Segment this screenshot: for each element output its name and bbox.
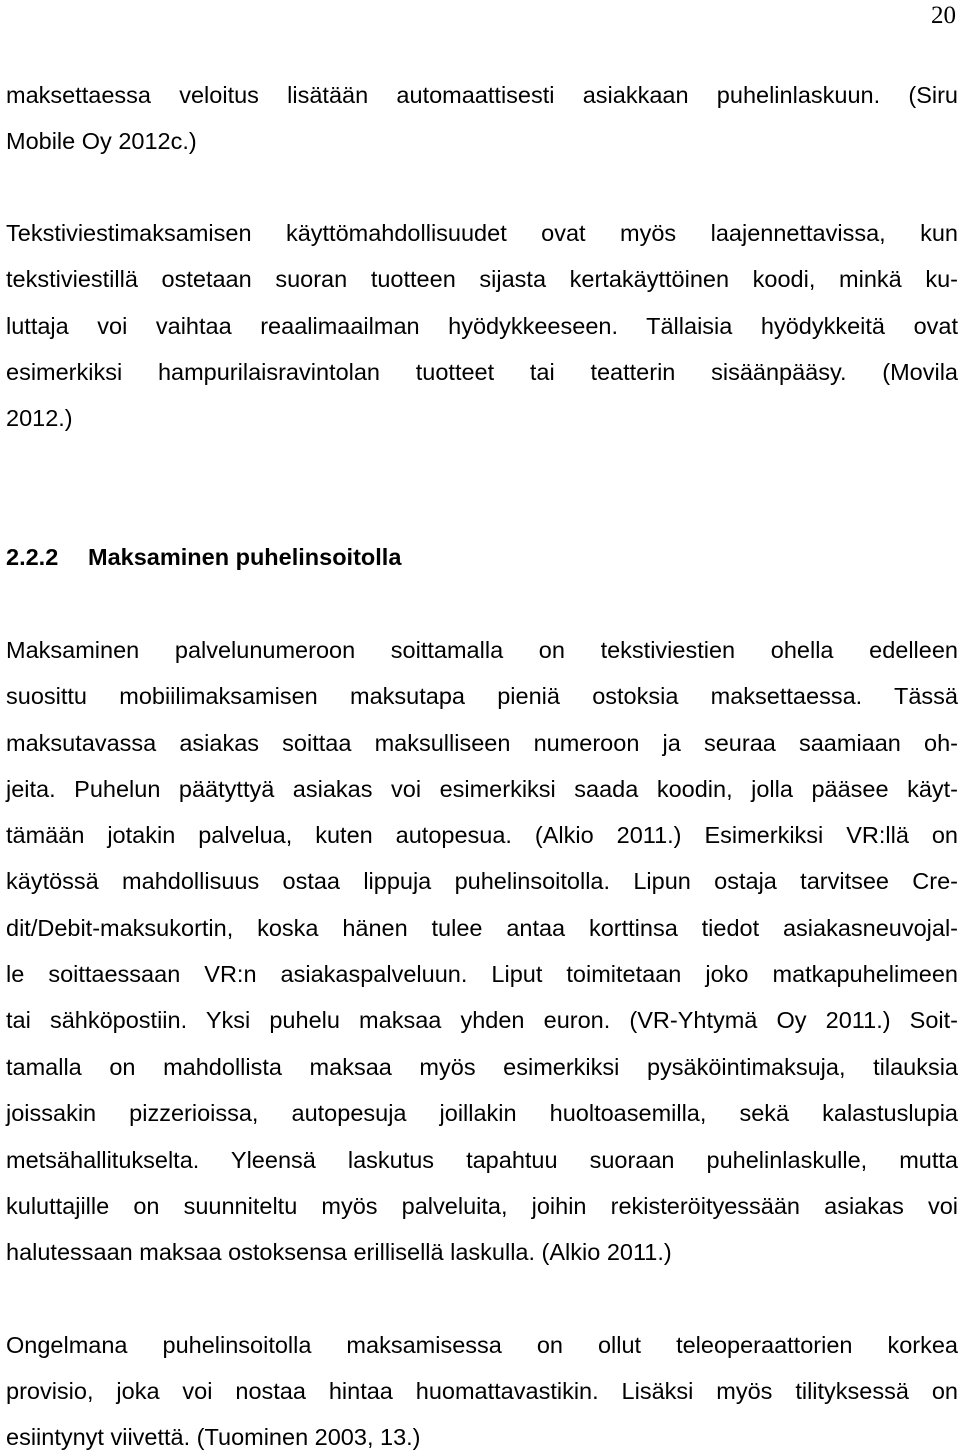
text-line: tamalla on mahdollista maksaa myös esimerkiksi pysäköintimaksuja, tilauksia	[6, 1054, 958, 1080]
section-title: Maksaminen puhelinsoitolla	[88, 544, 402, 570]
text-line: Ongelmana puhelinsoitolla maksamisessa on ollut teleoperaattorien korkea	[6, 1332, 958, 1358]
text-line: 2012.)	[6, 405, 73, 431]
text-line: kuluttajille on suunniteltu myös palveluita, joihin rekisteröityessään asiakas voi	[6, 1193, 958, 1219]
text-line: esiintynyt viivettä. (Tuominen 2003, 13.)	[6, 1424, 421, 1450]
section-heading	[6, 542, 401, 572]
text-line: Mobile Oy 2012c.)	[6, 128, 197, 154]
text-line: tai sähköpostiin. Yksi puhelu maksaa yhden euron. (VR-Yhtymä Oy 2011.) Soit-	[6, 1007, 958, 1033]
text-line: maksettaessa veloitus lisätään automaattisesti asiakkaan puhelinlaskuun. (Siru	[6, 82, 958, 108]
text-line: provisio, joka voi nostaa hintaa huomattavastikin. Lisäksi myös tilityksessä on	[6, 1378, 958, 1404]
text-line: tekstiviestillä ostetaan suoran tuotteen sijasta kertakäyttöinen koodi, minkä ku-	[6, 266, 958, 292]
text-line: luttaja voi vaihtaa reaalimaailman hyödykkeeseen. Tällaisia hyödykkeitä ovat	[6, 313, 958, 339]
text-line: joissakin pizzerioissa, autopesuja joillakin huoltoasemilla, sekä kalastuslupia	[6, 1100, 958, 1126]
text-line: dit/Debit-maksukortin, koska hänen tulee antaa korttinsa tiedot asiakasneuvojal-	[6, 915, 958, 941]
text-line: Tekstiviestimaksamisen käyttömahdollisuudet ovat myös laajennettavissa, kun	[6, 220, 958, 246]
text-line: maksutavassa asiakas soittaa maksulliseen numeroon ja seuraa saamiaan oh-	[6, 730, 958, 756]
text-line: jeita. Puhelun päätyttyä asiakas voi esimerkiksi saada koodin, jolla pääsee käyt-	[6, 776, 958, 802]
text-line: halutessaan maksaa ostoksensa erillisellä laskulla. (Alkio 2011.)	[6, 1239, 672, 1265]
section-number: 2.2.2	[6, 544, 59, 570]
text-line: tämään jotakin palvelua, kuten autopesua. (Alkio 2011.) Esimerkiksi VR:llä on	[6, 822, 958, 848]
text-line: käytössä mahdollisuus ostaa lippuja puhelinsoitolla. Lipun ostaja tarvitsee Cre-	[6, 868, 958, 894]
text-line: metsähallitukselta. Yleensä laskutus tapahtuu suoraan puhelinlaskulle, mutta	[6, 1147, 958, 1173]
text-line: le soittaessaan VR:n asiakaspalveluun. Liput toimitetaan joko matkapuhelimeen	[6, 961, 958, 987]
text-line: Maksaminen palvelunumeroon soittamalla on tekstiviestien ohella edelleen	[6, 637, 958, 663]
text-line: esimerkiksi hampurilaisravintolan tuotteet tai teatterin sisäänpääsy. (Movila	[6, 359, 958, 385]
text-line: suosittu mobiilimaksamisen maksutapa pieniä ostoksia maksettaessa. Tässä	[6, 683, 958, 709]
page-number: 20	[931, 2, 956, 29]
